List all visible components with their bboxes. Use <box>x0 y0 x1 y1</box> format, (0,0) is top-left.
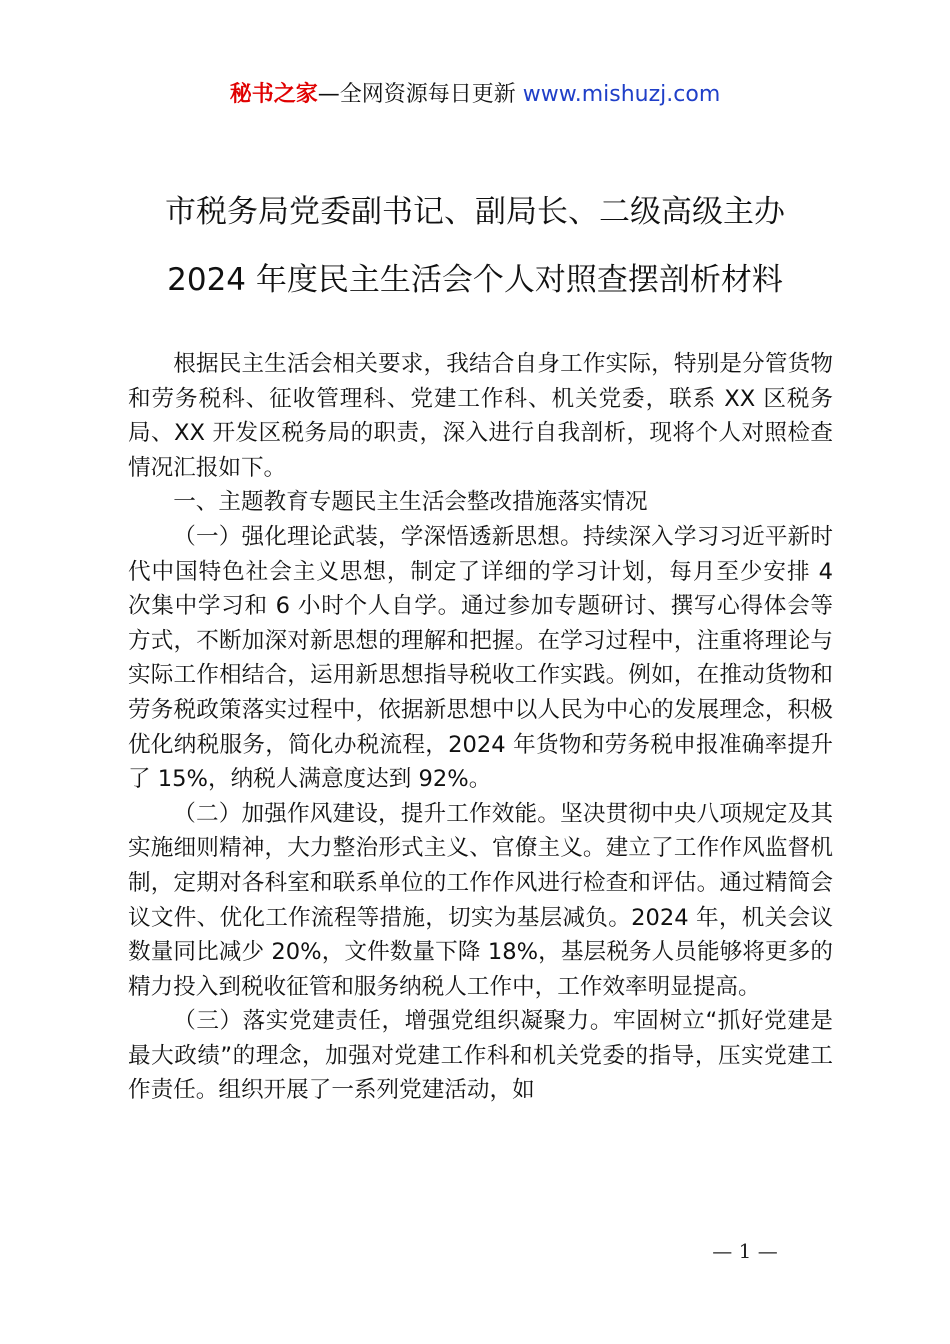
document-title-line-2: 2024 年度民主生活会个人对照查摆剖析材料 <box>167 262 783 298</box>
page-number: — 1 — <box>712 1239 778 1263</box>
body-paragraph: （三）落实党建责任，增强党组织凝聚力。牢固树立“抓好党建是最大政绩”的理念，加强对党建工作科和机关党委的指导，压实党建工作责任。组织开展了一系列党建活动，如 <box>128 1008 833 1104</box>
site-url-link[interactable]: www.mishuzj.com <box>522 82 721 107</box>
site-banner <box>0 78 950 112</box>
site-brand: 秘书之家 <box>229 82 318 107</box>
body-paragraph: （一）强化理论武装，学深悟透新思想。持续深入学习习近平新时代中国特色社会主义思想，制定了详细的学习计划，每月至少安排 4 次集中学习和 6 小时个人自学。通过参加专题研讨、撰写心得体会等方式，不断加深对新思想的理解和把握。在学习过程中，注重将理论与实际工作相结合，运用新思想指导税收工作实践。例如，在推动货物和劳务税政策落实过程中，依据新思想中以人民为中心的发展理念，积极优化纳税服务，简化办税流程，2024 年货物和劳务税申报准确率提升了 15%，纳税人满意度达到 92%。 <box>128 523 833 793</box>
document-title-line-1: 市税务局党委副书记、副局长、二级高级主办 <box>165 194 785 230</box>
body-paragraph: （二）加强作风建设，提升工作效能。坚决贯彻中央八项规定及其实施细则精神，大力整治形式主义、官僚主义。建立了工作作风监督机制，定期对各科室和联系单位的工作作风进行检查和评估。通过精简会议文件、优化工作流程等措施，切实为基层减负。2024 年，机关会议数量同比减少 20%，文件数量下降 18%，基层税务人员能够将更多的精力投入到税收征管和服务纳税人工作中，工作效率明显提高。 <box>128 800 833 1000</box>
intro-paragraph: 根据民主生活会相关要求，我结合自身工作实际，特别是分管货物和劳务税科、征收管理科、党建工作科、机关党委，联系 XX 区税务局、XX 开发区税务局的职责，深入进行自我剖析，现将个人对照检查情况汇报如下。 <box>128 351 833 481</box>
section-heading: 一、主题教育专题民主生活会整改措施落实情况 <box>173 489 648 516</box>
site-tagline: —全网资源每日更新 <box>317 82 523 107</box>
document-body <box>128 347 833 1108</box>
